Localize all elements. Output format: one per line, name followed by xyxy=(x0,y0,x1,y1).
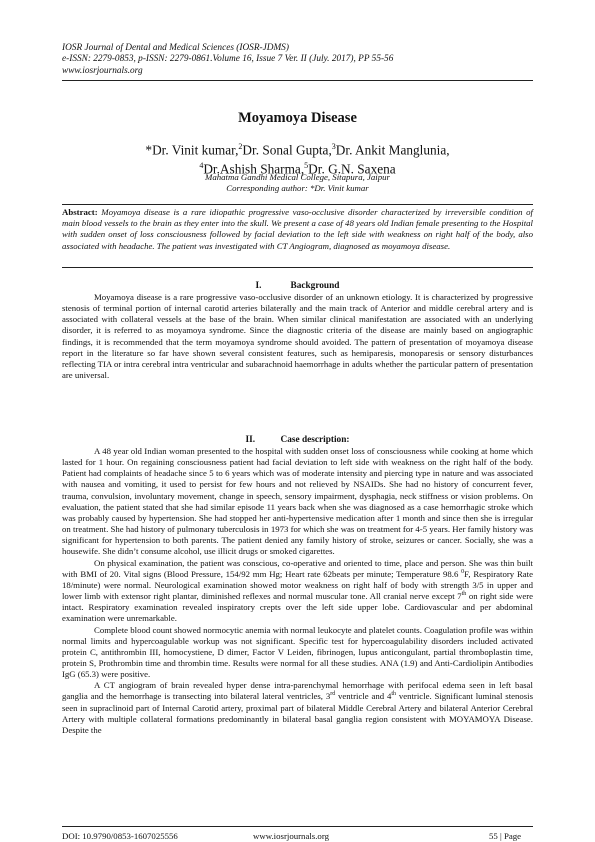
journal-header xyxy=(62,43,532,77)
corresponding-author: Corresponding author: *Dr. Vinit kumar xyxy=(226,183,369,194)
author-name: *Dr. Vinit kumar, xyxy=(145,142,239,158)
background-body xyxy=(62,292,533,381)
section-heading-case xyxy=(0,435,595,445)
section-number: II. xyxy=(245,435,256,445)
section-title: Case description: xyxy=(280,435,350,445)
case-body xyxy=(62,446,533,736)
author-name: Dr. Sonal Gupta, xyxy=(242,142,332,158)
footer-page-number: 55 | Page xyxy=(489,831,522,841)
author-line-1 xyxy=(0,139,595,158)
author-sup: 3 xyxy=(331,142,336,151)
abstract-label: Abstract: xyxy=(62,207,98,217)
author-sup: 5 xyxy=(304,160,309,170)
section-title: Background xyxy=(290,281,340,291)
author-name: Dr.Ashish Sharma, xyxy=(203,161,305,177)
text-run: On physical examination, the patient was conscious, co-operative and oriented to time, place and person. She was thin built with BMI of 20. Vital signs (Blood Pressure, 154/92 mm Hg; Heart rate 62beats per minute; Temperature 98.6 xyxy=(62,557,533,579)
abstract-bottom-rule xyxy=(62,267,533,268)
superscript: 0 xyxy=(461,568,465,575)
paragraph: Moyamoya disease is a rare progressive vaso-occlusive disorder of an unknown etiology. It is characterized by progressive stenosis of terminal portion of internal carotid arteries bilaterally and the main track of Anterior and middle cerebral artery and is associated with collateral vessels at the base of the brain. When similar clinical manifestation are associated with an underlying disorder, it is referred to as moyamoya syndrome. Since the diagnostic criteria of the disease are mainly based on angiographic findings, it is recommended that the term moyamoya syndrome should avoided. The pattern of presentation of moyamoya disease report in the literature so far have shown several consistent features, such as hemiparesis, monoparesis or sensory disturbances reflecting TIA or intra cerebral intra ventricular and subarachnoid haemorrhage in adults whether the particular pattern of presentation are universal. xyxy=(62,292,533,381)
section-number: I. xyxy=(255,281,262,291)
paragraph: Complete blood count showed normocytic anemia with normal leukocyte and platelet counts. Coagulation profile was within normal limits and hypercoagulable workup was not significant. Specific test for hypercoagulability disorders included activated protein C, antithrombin III, homocystiene, D dimer, Factor V Leiden, fibrinogen, lupus anticongulant, partial thromboplastin time, protein S, Prothrombin time and thrombin time. Results were normal for all these studies. ANA (1.9) and Anti-Cardiolipin Antibodies IgG (65.3) were positive. xyxy=(62,624,533,680)
text-run: ventricle and 4 xyxy=(335,691,392,702)
author-name: Dr. Ankit Manglunia, xyxy=(335,142,450,158)
text-run: on right side were intact. Respiratory examination revealed inspiratory crepts over the left side upper lobe. Cardiovascular and per abdominal examination were unremarkable. xyxy=(62,591,534,624)
author-sup: 2 xyxy=(238,142,243,151)
abstract-text: Moyamoya disease is a rare idiopathic progressive vaso-occlusive disorder characterized by irreversible condition of main blood vessels to the brain as they enter into the skull. We present a case of 48 years old Indian female presenting to the Hospital with sudden onset of loss consciousness followed by facial deviation to the left side with weakness on right half of the body, also associated with headache. The patient was investigated with CT Angiogram, diagnosed as moyamoya disease. xyxy=(62,207,533,251)
footer-website[interactable]: www.iosrjournals.org xyxy=(253,831,329,841)
section-heading-background xyxy=(0,281,595,291)
author-name: Dr. G.N. Saxena xyxy=(308,161,396,177)
text-run: A CT angiogram of brain revealed hyper dense intra-parenchymal hemorrhage with perifocal edema seen in left basal ganglia and the hemorrhage is transecting into bilateral lateral ventricles, 3 xyxy=(62,680,533,702)
paragraph xyxy=(62,558,533,625)
affiliation: Mahatma Gandhi Medical College, Sitapura, Jaipur xyxy=(205,172,390,182)
affiliation-block xyxy=(0,172,595,194)
header-rule xyxy=(62,80,533,81)
journal-name: IOSR Journal of Dental and Medical Sciences (IOSR-JDMS) xyxy=(62,43,289,53)
superscript: th xyxy=(461,591,467,598)
abstract-top-rule xyxy=(62,204,533,205)
journal-issn: e-ISSN: 2279-0853, p-ISSN: 2279-0861.Volume 16, Issue 7 Ver. II (July. 2017), PP 55-56 xyxy=(62,54,394,65)
author-sup: 4 xyxy=(199,160,204,170)
footer-rule xyxy=(62,826,533,827)
abstract xyxy=(62,207,533,252)
paper-title: Moyamoya Disease xyxy=(238,110,357,126)
text-run: ventricle. Significant luminal stenosis seen in supraclinoid part of Internal Carotid artery, proximal part of bilateral Middle Cerebral Artery and bilateral Anterior Cerebral Artery with multiple collateral formations predominantly in bilateral basal ganglia region consistent with MOYAMOYA Disease. Despite the xyxy=(62,691,534,735)
footer-doi: DOI: 10.9790/0853-1607025556 xyxy=(62,831,178,841)
paragraph: A 48 year old Indian woman presented to the hospital with sudden onset loss of consciousness while cooking at home which lasted for 1 hour. On regaining consciousness patient had facial deviation to left side with weakness on the right half of the body. Patient had complaints of headache since 5 to 6 years which was of moderate intensity and piercing type in nature and was associated with nausea and vomiting, it used to persist for few hours and not relieved by NSAIDs. She had no history of concurrent fever, trauma, convulsion, involuntary movement, change in speech, sensory impairment, dysphagia, neck stiffness or vision problems. On evaluation, the patient stated that she had similar episode 11 years back when she was diagnosed as a case hemorrhagic stroke which was probably caused by hypertension. She had stopped her anti-hypertensive medication after 1 month and since then she is irregular on treatment. She had history of pulmonary tuberculosis in 1973 for which she was on treatment for 4-5 years. Her family history was significant for hypertension to both parents. The patient denied any family history of stroke, seizures or cancer. Socially, she was a housewife. She didn’t consume alcohol, use illicit drugs or smoked cigarettes. xyxy=(62,446,533,557)
superscript: th xyxy=(391,691,397,698)
text-run: F, Respiratory Rate 18/minute) were normal. Neurological examination showed motor weakness on right half of body with strength 3/5 in upper and lower limb with extensor right plantar, diminished reflexes and normal muscular tone. All cranial nerve except 7 xyxy=(62,568,533,602)
superscript: rd xyxy=(330,691,336,698)
journal-website: www.iosrjournals.org xyxy=(62,65,143,76)
paragraph xyxy=(62,680,533,736)
